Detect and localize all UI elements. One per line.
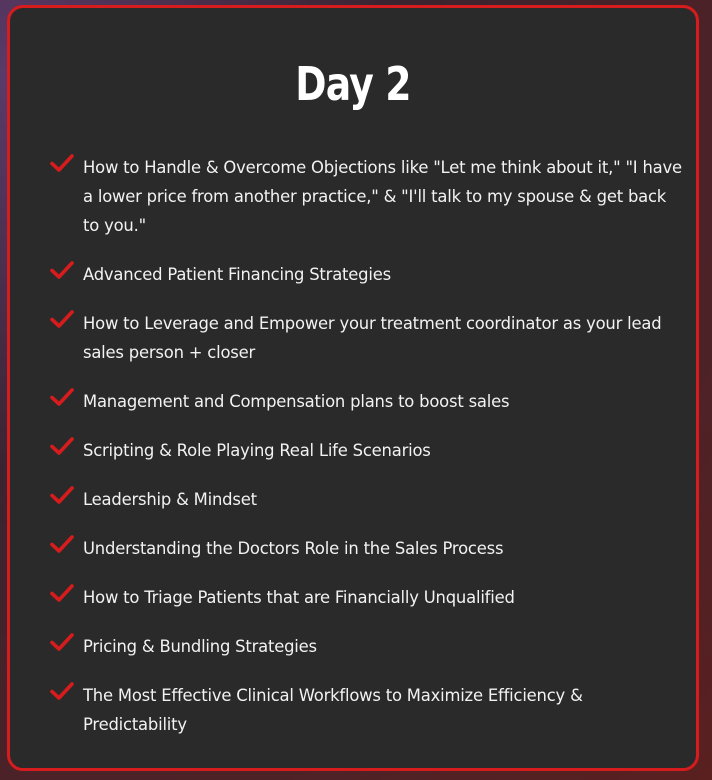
list-item-label: Advanced Patient Financing Strategies xyxy=(83,265,391,284)
list-item xyxy=(50,436,690,465)
list-item-label: Management and Compensation plans to boost sales xyxy=(83,392,510,411)
list-item xyxy=(50,153,690,240)
list-item-label: Pricing & Bundling Strategies xyxy=(83,637,317,656)
list-item-label: How to Leverage and Empower your treatment coordinator as your lead sales person + closer xyxy=(83,314,662,362)
list-item-label: Scripting & Role Playing Real Life Scenarios xyxy=(83,441,431,460)
list-item-label: How to Handle & Overcome Objections like "Let me think about it," "I have a lower price from another practice," & "I'll talk to my spouse & get back to you." xyxy=(83,158,682,235)
list-item xyxy=(50,260,690,289)
checkmark-icon xyxy=(50,583,83,607)
list-item xyxy=(50,485,690,514)
list-item xyxy=(50,632,690,661)
checkmark-icon xyxy=(50,260,83,284)
card-title: Day 2 xyxy=(295,57,411,111)
list-item-label: Understanding the Doctors Role in the Sales Process xyxy=(83,539,504,558)
checkmark-icon xyxy=(50,681,83,705)
list-item-label: How to Triage Patients that are Financially Unqualified xyxy=(83,588,515,607)
day-2-card xyxy=(7,5,699,771)
checkmark-icon xyxy=(50,153,83,177)
list-item xyxy=(50,387,690,416)
list-item-label: The Most Effective Clinical Workflows to Maximize Efficiency & Predictability xyxy=(83,686,583,734)
topic-list xyxy=(50,153,690,759)
list-item xyxy=(50,534,690,563)
checkmark-icon xyxy=(50,436,83,460)
checkmark-icon xyxy=(50,534,83,558)
list-item xyxy=(50,309,690,367)
list-item xyxy=(50,681,690,739)
checkmark-icon xyxy=(50,632,83,656)
checkmark-icon xyxy=(50,387,83,411)
checkmark-icon xyxy=(50,309,83,333)
checkmark-icon xyxy=(50,485,83,509)
list-item xyxy=(50,583,690,612)
list-item-label: Leadership & Mindset xyxy=(83,490,257,509)
